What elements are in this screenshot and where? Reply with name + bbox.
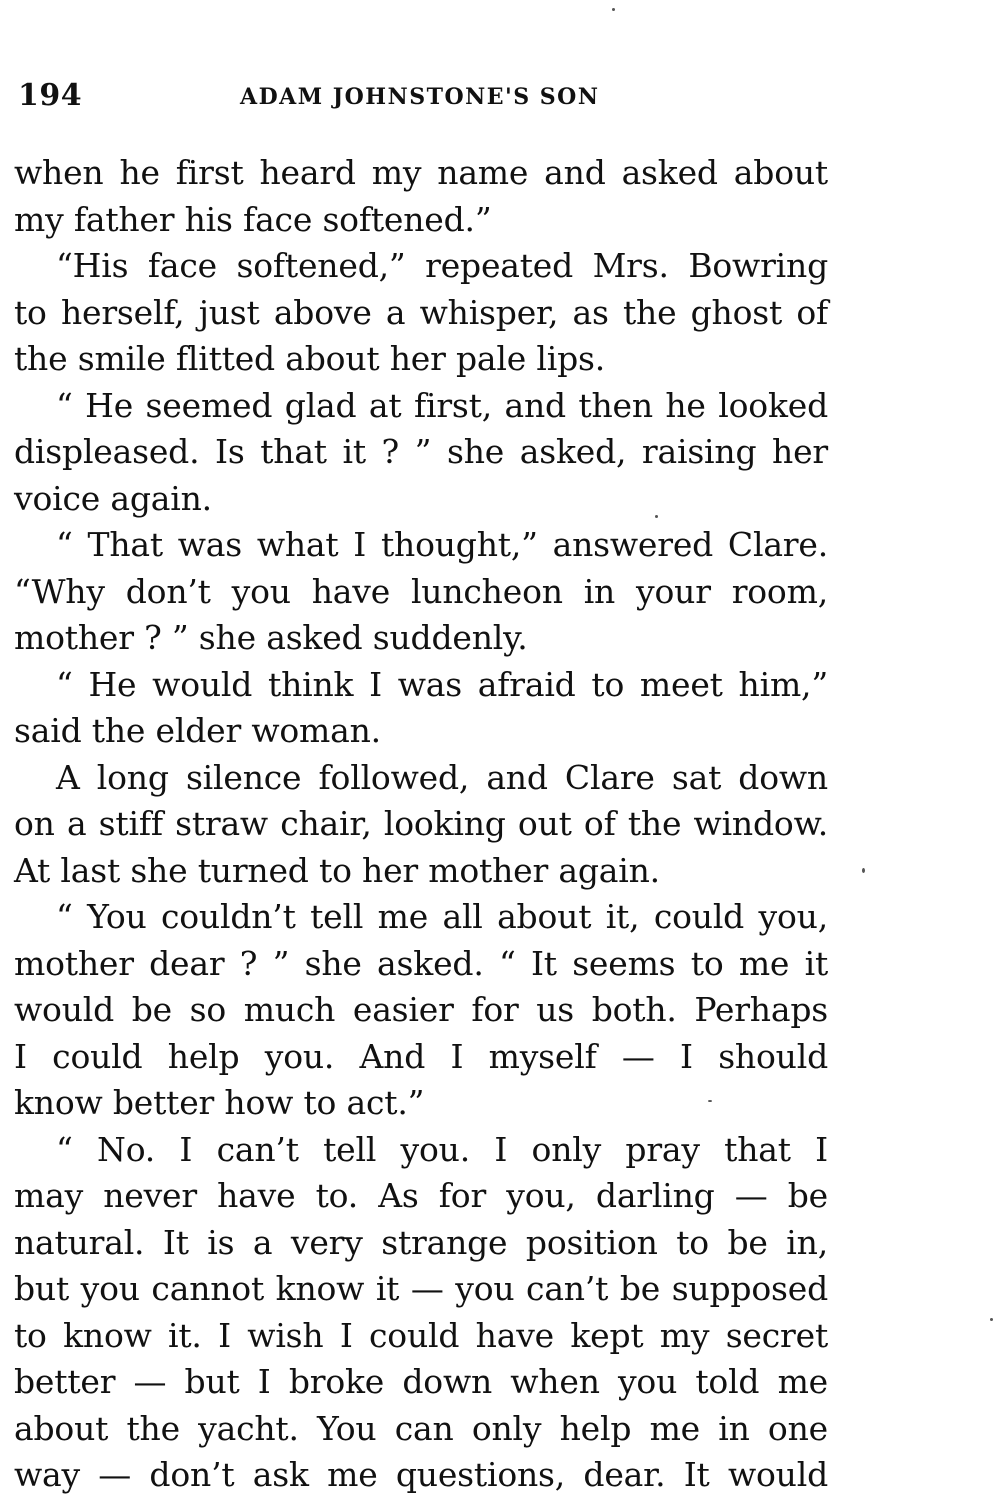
- page-number: 194: [18, 78, 83, 113]
- running-title: ADAM JOHNSTONE'S SON: [240, 84, 600, 110]
- text-line: may never have to. As for you, darling — be: [14, 1176, 828, 1215]
- text-line: the smile flitted about her pale lips.: [14, 339, 606, 378]
- text-line: “ That was what I thought,” answered Clare.: [56, 525, 828, 564]
- text-line: know better how to act.”: [14, 1083, 425, 1122]
- scan-speck: [655, 515, 658, 518]
- text-line: “ He seemed glad at first, and then he looked: [56, 385, 828, 425]
- text-line: on a stiff straw chair, looking out of the window.: [14, 804, 828, 843]
- text-line: but you cannot know it — you can’t be supposed: [14, 1269, 828, 1308]
- text-line: “ No. I can’t tell you. I only pray that I: [56, 1129, 828, 1169]
- text-line: about the yacht. You can only help me in one: [14, 1408, 828, 1448]
- text-line: voice again.: [14, 478, 212, 518]
- text-line: mother ? ” she asked suddenly.: [14, 618, 528, 657]
- page-header: [18, 78, 818, 118]
- body-text: [14, 150, 828, 1499]
- text-line: At last she turned to her mother again.: [14, 850, 660, 890]
- text-line: said the elder woman.: [14, 711, 381, 750]
- text-line: would be so much easier for us both. Perhaps: [14, 990, 828, 1029]
- text-line: natural. It is a very strange position to be in,: [14, 1222, 828, 1262]
- text-line: “ He would think I was afraid to meet him,”: [56, 664, 828, 704]
- text-line: to know it. I wish I could have kept my secret: [14, 1315, 828, 1355]
- text-line: “His face softened,” repeated Mrs. Bowring: [56, 246, 828, 285]
- text-line: “ You couldn’t tell me all about it, could you,: [56, 897, 828, 936]
- text-line: displeased. Is that it ? ” she asked, raising her: [14, 432, 828, 471]
- text-line: my father his face softened.”: [14, 199, 492, 239]
- text-line: I could help you. And I myself — I should: [14, 1036, 828, 1076]
- scan-speck: [708, 1100, 712, 1102]
- scan-speck: [862, 868, 865, 873]
- text-line: when he first heard my name and asked about: [14, 153, 828, 192]
- text-line: mother dear ? ” she asked. “ It seems to me it: [14, 943, 828, 983]
- text-line: A long silence followed, and Clare sat down: [56, 757, 828, 797]
- text-line: way — don’t ask me questions, dear. It would: [14, 1455, 828, 1494]
- text-line: “Why don’t you have luncheon in your room,: [14, 571, 828, 611]
- text-line: better — but I broke down when you told me: [14, 1362, 828, 1401]
- scan-speck: [612, 8, 615, 11]
- text-line: to herself, just above a whisper, as the ghost of: [14, 292, 828, 332]
- scan-speck: [990, 1318, 993, 1321]
